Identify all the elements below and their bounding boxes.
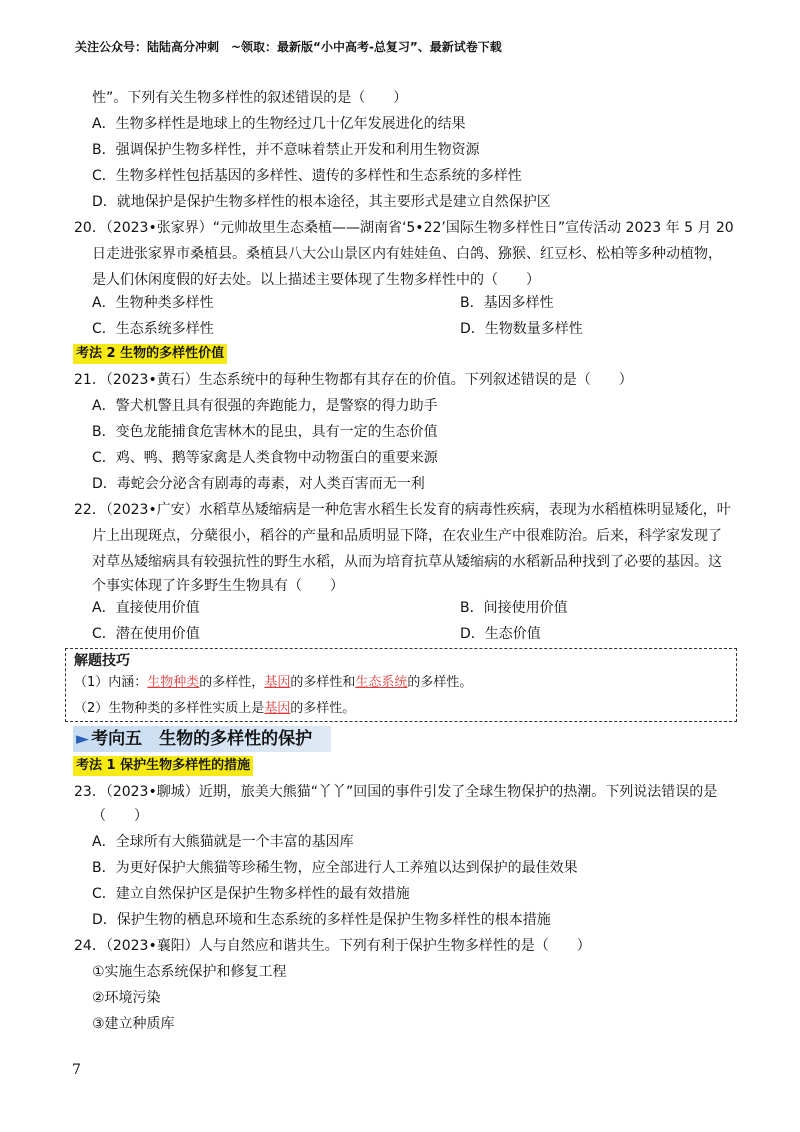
q22-stem-line-3: 对草丛矮缩病具有较强抗性的野生水稻，从而为培育抗草从矮缩病的水稻新品种找到了必要的基因。这: [92, 554, 722, 570]
q22-option-a: A．直接使用价值: [92, 600, 200, 616]
q23-paren: （ ）: [92, 808, 148, 824]
arrow-icon: ►: [76, 729, 90, 749]
q22-stem-line-2: 片上出现斑点，分蘖很小，稻谷的产量和品质明显下降，在农业生产中很难防治。后来，科学家发现了: [92, 528, 722, 544]
q22-option-b: B．间接使用价值: [460, 600, 568, 616]
q23-option-a: A．全球所有大熊猫就是一个丰富的基因库: [92, 834, 354, 850]
highlight-ecosystem: 生态系统: [355, 675, 408, 690]
q20-stem-line-2: 日走进张家界市桑植县。桑植县八大公山景区内有娃娃鱼、白鸽、猕猴、红豆杉、松柏等多种动植物，: [92, 246, 722, 262]
q22-stem-line-4: 个事实体现了许多野生生物具有（ ）: [92, 578, 344, 594]
tips-line-1-prefix: （1）内涵：: [74, 675, 148, 690]
q23-option-c: C．建立自然保护区是保护生物多样性的最有效措施: [92, 886, 410, 902]
q22-options-row-1: [92, 598, 752, 618]
q24-item-1: ①实施生态系统保护和修复工程: [92, 964, 287, 980]
highlight-species: 生物种类: [147, 675, 200, 690]
page-header: 关注公众号：陆陆高分冲刺 ~领取：最新版“小中高考-总复习”、最新试卷下载: [75, 40, 502, 54]
tips-line-1: [74, 673, 472, 693]
q19-stem-end: 性”。下列有关生物多样性的叙述错误的是（ ）: [92, 90, 408, 106]
highlight-gene-2: 基因: [264, 701, 291, 716]
q20-option-d: D．生物数量多样性: [460, 321, 583, 337]
q23-option-b: B．为更好保护大熊猫等珍稀生物，应全部进行人工养殖以达到保护的最佳效果: [92, 860, 578, 876]
tips-line-1-part-c: 的多样性和: [290, 675, 356, 690]
q20-options-row-1: [92, 293, 752, 313]
tips-box: [65, 648, 737, 722]
q20-stem-line-3: 是人们休闲度假的好去处。以上描述主要体现了生物多样性中的（ ）: [92, 272, 540, 288]
q21-stem: 21．（2023•黄石）生态系统中的每种生物都有其存在的价值。下列叙述错误的是（ ）: [74, 372, 633, 388]
q19-option-b: B．强调保护生物多样性，并不意味着禁止开发和利用生物资源: [92, 142, 480, 158]
page-number: 7: [72, 1062, 81, 1078]
q22-option-c: C．潜在使用价值: [92, 626, 200, 642]
tips-line-2: [74, 699, 355, 719]
q20-options-row-2: [92, 319, 752, 339]
tips-line-1-part-b: 的多样性，: [199, 675, 265, 690]
q22-option-d: D．生态价值: [460, 626, 541, 642]
tips-title: 解题技巧: [74, 653, 130, 669]
q21-option-b: B．变色龙能捕食危害林木的昆虫，具有一定的生态价值: [92, 424, 438, 440]
q23-stem: 23．（2023•聊城）近期，旅美大熊猫“丫丫”回国的事件引发了全球生物保护的热潮。下列说法错误的是: [74, 784, 718, 800]
q20-option-c: C．生态系统多样性: [92, 321, 214, 337]
method-tag-1: 考法 1 保护生物多样性的措施: [73, 756, 253, 776]
q19-option-c: C．生物多样性包括基因的多样性、遗传的多样性和生态系统的多样性: [92, 168, 522, 184]
q21-option-a: A．警犬机警且具有很强的奔跑能力，是警察的得力助手: [92, 398, 438, 414]
tips-line-2-suffix: 的多样性。: [290, 701, 356, 716]
q19-option-a: A．生物多样性是地球上的生物经过几十亿年发展进化的结果: [92, 116, 466, 132]
q21-option-d: D．毒蛇会分泌含有剧毒的毒素，对人类百害而无一利: [92, 476, 425, 492]
q22-stem-line-1: 22．（2023•广安）水稻草丛矮缩病是一种危害水稻生长发育的病毒性疾病，表现为水稻植株明显矮化，叶: [74, 502, 731, 518]
section-heading: [73, 726, 331, 752]
q24-item-2: ②环境污染: [92, 990, 161, 1006]
q23-option-d: D．保护生物的栖息环境和生态系统的多样性是保护生物多样性的根本措施: [92, 912, 551, 928]
q22-options-row-2: [92, 624, 752, 644]
method-tag-2: 考法 2 生物的多样性价值: [73, 344, 227, 364]
q21-option-c: C．鸡、鸭、鹅等家禽是人类食物中动物蛋白的重要来源: [92, 450, 438, 466]
q24-stem: 24．（2023•襄阳）人与自然应和谐共生。下列有利于保护生物多样性的是（ ）: [74, 938, 591, 954]
highlight-gene: 基因: [264, 675, 291, 690]
q24-item-3: ③建立种质库: [92, 1016, 175, 1032]
q20-stem-line-1: 20．（2023•张家界）“元帅故里生态桑植——湖南省‘5•22’国际生物多样性日”宣传活动 2023 年 5 月 20: [74, 220, 734, 236]
tips-line-1-part-d: 的多样性。: [407, 675, 473, 690]
tips-line-2-prefix: （2）生物种类的多样性实质上是: [74, 701, 265, 716]
q19-option-d: D．就地保护是保护生物多样性的根本途径，其主要形式是建立自然保护区: [92, 194, 551, 210]
q20-option-b: B．基因多样性: [460, 295, 554, 311]
section-title: 考向五 生物的多样性的保护: [91, 729, 313, 749]
q20-option-a: A．生物种类多样性: [92, 295, 214, 311]
